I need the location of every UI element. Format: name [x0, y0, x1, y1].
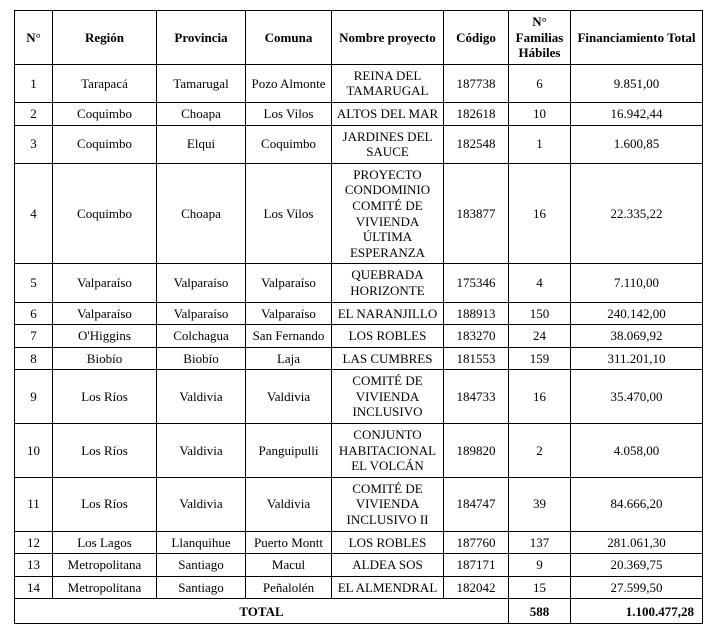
cell-provincia: Valdivia [157, 424, 246, 478]
cell-provincia: Santiago [157, 554, 246, 577]
cell-comuna: Pozo Almonte [246, 64, 332, 102]
cell-familias: 16 [509, 370, 571, 424]
cell-familias: 9 [509, 554, 571, 577]
cell-region: Los Lagos [53, 531, 157, 554]
table-row [15, 370, 703, 424]
header-familias: N° Familias Hábiles [509, 11, 571, 65]
cell-num: 14 [15, 576, 53, 599]
cell-codigo: 182042 [444, 576, 509, 599]
cell-financiamiento: 9.851,00 [571, 64, 703, 102]
header-region: Región [53, 11, 157, 65]
cell-comuna: Valdivia [246, 370, 332, 424]
cell-familias: 150 [509, 302, 571, 325]
cell-codigo: 182618 [444, 102, 509, 125]
cell-financiamiento: 7.110,00 [571, 264, 703, 302]
cell-codigo: 187760 [444, 531, 509, 554]
cell-financiamiento: 38.069,92 [571, 325, 703, 348]
cell-codigo: 184747 [444, 477, 509, 531]
header-provincia: Provincia [157, 11, 246, 65]
cell-familias: 24 [509, 325, 571, 348]
cell-codigo: 183270 [444, 325, 509, 348]
cell-comuna: Panguipulli [246, 424, 332, 478]
cell-comuna: San Fernando [246, 325, 332, 348]
cell-region: Coquimbo [53, 163, 157, 264]
cell-proyecto: COMITÉ DE VIVIENDA INCLUSIVO II [332, 477, 444, 531]
cell-num: 10 [15, 424, 53, 478]
cell-num: 5 [15, 264, 53, 302]
cell-familias: 10 [509, 102, 571, 125]
cell-financiamiento: 16.942,44 [571, 102, 703, 125]
total-label: TOTAL [15, 599, 509, 624]
cell-codigo: 184733 [444, 370, 509, 424]
cell-financiamiento: 281.061,30 [571, 531, 703, 554]
cell-region: Valparaíso [53, 264, 157, 302]
cell-proyecto: PROYECTO CONDOMINIO COMITÉ DE VIVIENDA ÚLTIMA ESPERANZA [332, 163, 444, 264]
cell-region: Valparaíso [53, 302, 157, 325]
projects-table [14, 10, 703, 624]
cell-num: 2 [15, 102, 53, 125]
cell-codigo: 182548 [444, 125, 509, 163]
table-row [15, 347, 703, 370]
cell-codigo: 183877 [444, 163, 509, 264]
table-row [15, 424, 703, 478]
cell-financiamiento: 20.369,75 [571, 554, 703, 577]
cell-financiamiento: 240.142,00 [571, 302, 703, 325]
cell-codigo: 187738 [444, 64, 509, 102]
cell-comuna: Los Vilos [246, 163, 332, 264]
cell-proyecto: COMITÉ DE VIVIENDA INCLUSIVO [332, 370, 444, 424]
cell-provincia: Valdivia [157, 477, 246, 531]
cell-region: Tarapacá [53, 64, 157, 102]
table-row [15, 125, 703, 163]
cell-num: 9 [15, 370, 53, 424]
cell-proyecto: JARDINES DEL SAUCE [332, 125, 444, 163]
table-row [15, 576, 703, 599]
cell-codigo: 189820 [444, 424, 509, 478]
header-financiamiento: Financiamiento Total [571, 11, 703, 65]
table-row [15, 554, 703, 577]
cell-comuna: Valdivia [246, 477, 332, 531]
cell-comuna: Macul [246, 554, 332, 577]
header-num: N° [15, 11, 53, 65]
cell-provincia: Santiago [157, 576, 246, 599]
cell-region: Metropolitana [53, 576, 157, 599]
cell-proyecto: QUEBRADA HORIZONTE [332, 264, 444, 302]
cell-codigo: 181553 [444, 347, 509, 370]
cell-region: Coquimbo [53, 125, 157, 163]
cell-financiamiento: 22.335,22 [571, 163, 703, 264]
cell-provincia: Choapa [157, 163, 246, 264]
cell-familias: 4 [509, 264, 571, 302]
header-comuna: Comuna [246, 11, 332, 65]
cell-num: 11 [15, 477, 53, 531]
cell-financiamiento: 1.600,85 [571, 125, 703, 163]
table-row [15, 531, 703, 554]
cell-proyecto: ALDEA SOS [332, 554, 444, 577]
table-row [15, 163, 703, 264]
cell-provincia: Colchagua [157, 325, 246, 348]
cell-proyecto: CONJUNTO HABITACIONAL EL VOLCÁN [332, 424, 444, 478]
cell-proyecto: LOS ROBLES [332, 531, 444, 554]
cell-familias: 1 [509, 125, 571, 163]
cell-codigo: 188913 [444, 302, 509, 325]
header-proyecto: Nombre proyecto [332, 11, 444, 65]
table-body [15, 64, 703, 599]
table-row [15, 302, 703, 325]
table-header [15, 11, 703, 65]
cell-financiamiento: 4.058,00 [571, 424, 703, 478]
cell-comuna: Puerto Montt [246, 531, 332, 554]
cell-financiamiento: 27.599,50 [571, 576, 703, 599]
cell-num: 7 [15, 325, 53, 348]
cell-region: Coquimbo [53, 102, 157, 125]
cell-proyecto: REINA DEL TAMARUGAL [332, 64, 444, 102]
cell-financiamiento: 35.470,00 [571, 370, 703, 424]
cell-provincia: Elqui [157, 125, 246, 163]
cell-proyecto: EL ALMENDRAL [332, 576, 444, 599]
cell-comuna: Peñalolén [246, 576, 332, 599]
cell-provincia: Llanquihue [157, 531, 246, 554]
table-row [15, 325, 703, 348]
cell-comuna: Laja [246, 347, 332, 370]
cell-num: 13 [15, 554, 53, 577]
cell-comuna: Valparaíso [246, 302, 332, 325]
cell-familias: 6 [509, 64, 571, 102]
cell-provincia: Biobío [157, 347, 246, 370]
cell-familias: 16 [509, 163, 571, 264]
cell-region: Los Ríos [53, 424, 157, 478]
header-codigo: Código [444, 11, 509, 65]
cell-provincia: Choapa [157, 102, 246, 125]
cell-provincia: Tamarugal [157, 64, 246, 102]
cell-financiamiento: 84.666,20 [571, 477, 703, 531]
cell-region: O'Higgins [53, 325, 157, 348]
cell-region: Los Ríos [53, 477, 157, 531]
cell-region: Los Ríos [53, 370, 157, 424]
table-row [15, 102, 703, 125]
cell-num: 6 [15, 302, 53, 325]
table-row [15, 477, 703, 531]
cell-financiamiento: 311.201,10 [571, 347, 703, 370]
cell-region: Metropolitana [53, 554, 157, 577]
cell-num: 1 [15, 64, 53, 102]
table-footer [15, 599, 703, 624]
cell-familias: 2 [509, 424, 571, 478]
cell-proyecto: ALTOS DEL MAR [332, 102, 444, 125]
cell-proyecto: EL NARANJILLO [332, 302, 444, 325]
total-financiamiento: 1.100.477,28 [571, 599, 703, 624]
cell-proyecto: LAS CUMBRES [332, 347, 444, 370]
cell-familias: 137 [509, 531, 571, 554]
cell-provincia: Valparaíso [157, 264, 246, 302]
cell-num: 4 [15, 163, 53, 264]
total-row [15, 599, 703, 624]
header-row [15, 11, 703, 65]
cell-codigo: 187171 [444, 554, 509, 577]
cell-comuna: Valparaíso [246, 264, 332, 302]
cell-familias: 15 [509, 576, 571, 599]
cell-codigo: 175346 [444, 264, 509, 302]
table-row [15, 64, 703, 102]
cell-proyecto: LOS ROBLES [332, 325, 444, 348]
cell-num: 8 [15, 347, 53, 370]
cell-num: 3 [15, 125, 53, 163]
cell-familias: 159 [509, 347, 571, 370]
cell-num: 12 [15, 531, 53, 554]
table-row [15, 264, 703, 302]
cell-familias: 39 [509, 477, 571, 531]
cell-comuna: Coquimbo [246, 125, 332, 163]
cell-comuna: Los Vilos [246, 102, 332, 125]
total-familias: 588 [509, 599, 571, 624]
cell-provincia: Valdivia [157, 370, 246, 424]
cell-provincia: Valparaíso [157, 302, 246, 325]
cell-region: Biobío [53, 347, 157, 370]
